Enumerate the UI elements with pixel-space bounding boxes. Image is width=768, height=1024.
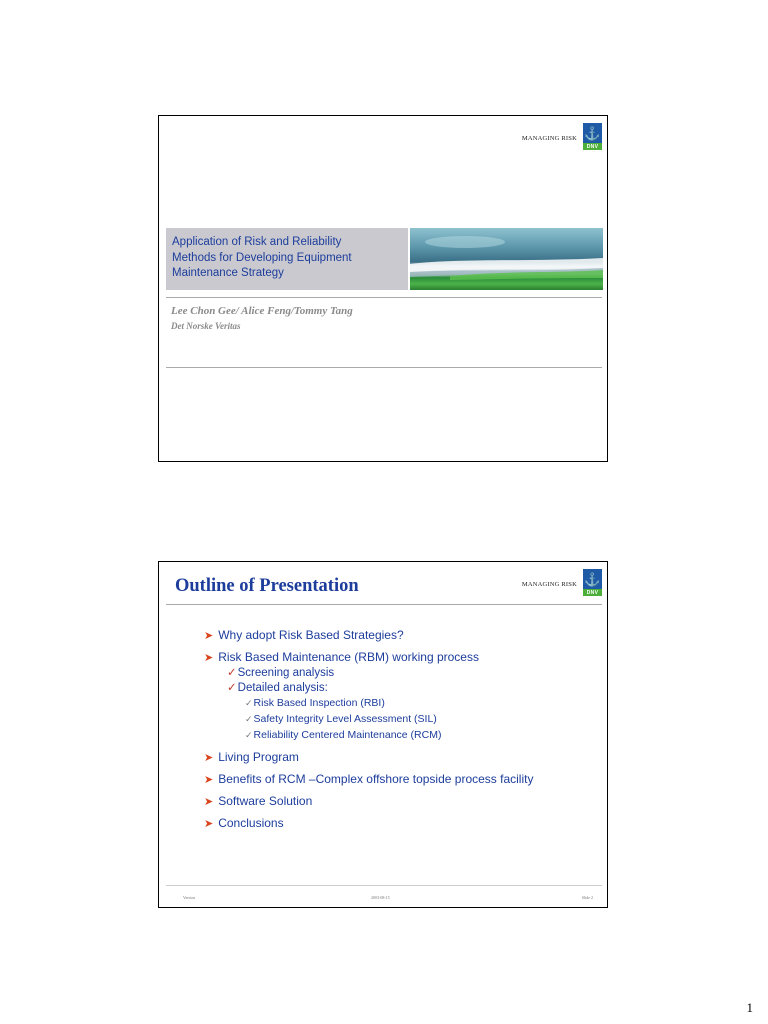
authors: Lee Chon Gee/ Alice Feng/Tommy Tang	[171, 305, 353, 317]
dnv-anchor-icon: ⚓ DNV	[583, 569, 602, 596]
footer-right: Slide 2	[581, 895, 593, 900]
list-item: ➤ Benefits of RCM –Complex offshore topside process facility	[204, 772, 534, 786]
logo-dnv: DNV	[583, 143, 602, 150]
arrow-bullet-icon: ➤	[204, 818, 214, 830]
title-line-2: Methods for Developing Equipment	[172, 251, 352, 264]
logo-dnv: DNV	[583, 589, 602, 596]
dnv-logo	[522, 123, 602, 150]
page-number: 1	[746, 1000, 753, 1015]
slide-1-title	[166, 228, 408, 290]
list-item: ➤ Why adopt Risk Based Strategies?	[204, 628, 404, 642]
arrow-bullet-icon: ➤	[204, 652, 214, 664]
footer-divider	[166, 885, 602, 886]
title-banner-image	[410, 228, 603, 290]
title-line-3: Maintenance Strategy	[172, 267, 284, 279]
list-item: ✓Risk Based Inspection (RBI)	[245, 697, 385, 709]
slide-2-title: Outline of Presentation	[175, 576, 359, 596]
arrow-bullet-icon: ➤	[204, 774, 214, 786]
arrow-bullet-icon: ➤	[204, 796, 214, 808]
slide-1	[158, 115, 608, 462]
arrow-bullet-icon: ➤	[204, 630, 214, 642]
list-item: ✓Reliability Centered Maintenance (RCM)	[245, 729, 442, 741]
footer-center: 2003-08-15	[371, 895, 390, 900]
checkmark-icon: ✓	[227, 667, 237, 679]
dnv-logo	[522, 569, 602, 596]
list-item: ➤ Software Solution	[204, 794, 313, 808]
checkmark-icon: ✓	[245, 714, 253, 724]
list-item: ➤ Risk Based Maintenance (RBM) working process	[204, 650, 479, 664]
organization: Det Norske Veritas	[171, 321, 241, 331]
list-item: ➤ Living Program	[204, 750, 299, 764]
logo-tagline: MANAGING RISK	[521, 581, 577, 588]
dnv-anchor-icon: ⚓ DNV	[583, 123, 602, 150]
list-item: ✓Screening analysis	[227, 667, 335, 679]
logo-tagline: MANAGING RISK	[521, 135, 577, 142]
slide-2	[158, 561, 608, 908]
checkmark-icon: ✓	[245, 730, 253, 740]
arrow-bullet-icon: ➤	[204, 752, 214, 764]
list-item: ✓Safety Integrity Level Assessment (SIL)	[245, 713, 437, 725]
divider-bottom	[166, 367, 602, 368]
list-item: ➤ Conclusions	[204, 816, 284, 830]
checkmark-icon: ✓	[245, 698, 253, 708]
footer-left: Version	[183, 895, 196, 900]
checkmark-icon: ✓	[227, 682, 237, 694]
list-item: ✓Detailed analysis:	[227, 682, 328, 694]
divider-top	[166, 297, 602, 298]
title-line-1: Application of Risk and Reliability	[172, 236, 342, 248]
title-divider	[166, 604, 602, 605]
